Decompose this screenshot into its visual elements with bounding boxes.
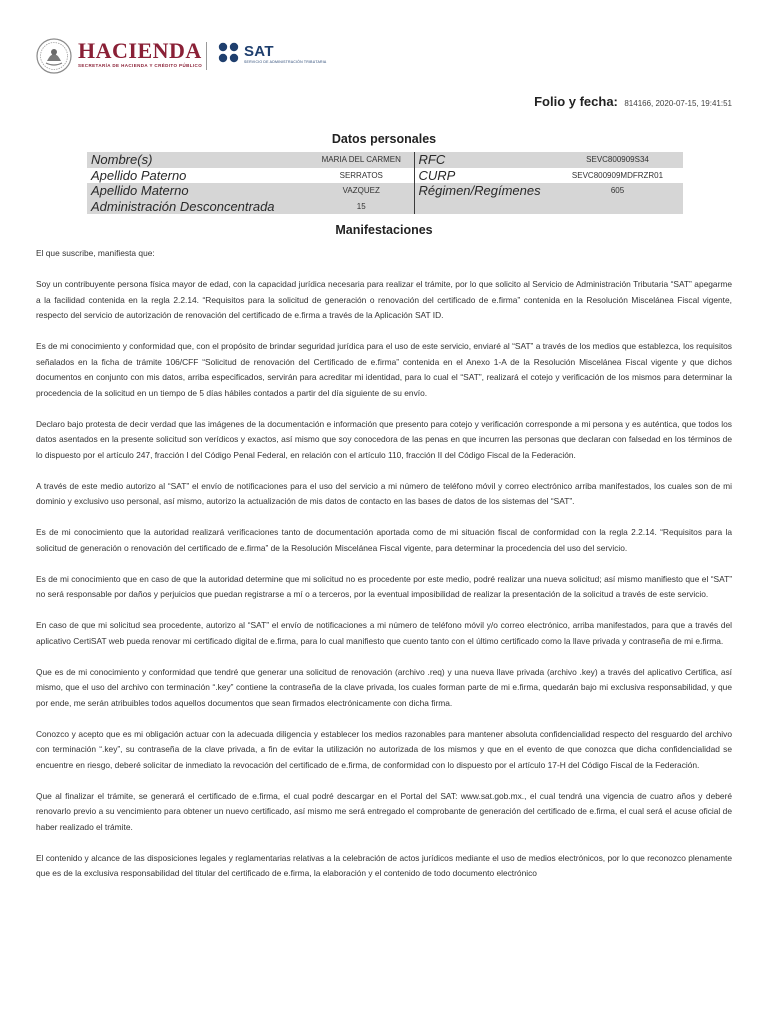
folio-value: 814166, 2020-07-15, 19:41:51 (624, 99, 732, 108)
table-row (87, 152, 683, 168)
paragraph: A través de este medio autorizo al “SAT” el envío de notificaciones para el uso del servicio a mi número de teléfono móvil y correo electrónico arriba manifestados, los cuales son de mi dominio y exclusivo uso personal, así mismo, autorizo la actualización de mis datos de contacto en las bases de datos de los sistemas del “SAT”. (36, 480, 732, 506)
field-label: Apellido Materno (87, 183, 309, 199)
paragraph: Declaro bajo protesta de decir verdad que las imágenes de la documentación e información que presento para cotejo y verificación corresponde a mi persona y es auténtica, que todos los datos asentados en la presente solicitud son verídicos y exactos, así mismo que soy conocedora de las penas en que incurren las personas que declaran con falsedad en los términos de lo dispuesto por el artículo 247, fracción I del Código Penal Federal, en relación con el artículo 110, fracción II del Código Fiscal de la Federación. (36, 418, 732, 460)
folio-fecha (534, 93, 732, 111)
field-label: CURP (414, 168, 552, 184)
personal-data-table (87, 152, 683, 214)
manifestaciones-title: Manifestaciones (335, 223, 433, 237)
field-value: MARIA DEL CARMEN (309, 152, 414, 168)
field-label: Administración Desconcentrada (87, 199, 309, 215)
field-label: RFC (414, 152, 552, 168)
sat-logo-icon (217, 41, 241, 65)
mexican-coat-of-arms-icon (36, 38, 72, 74)
hacienda-subtitle: SECRETARÍA DE HACIENDA Y CRÉDITO PÚBLICO (78, 63, 203, 68)
paragraph: Es de mi conocimiento que la autoridad realizará verificaciones tanto de documentación aportada como de mi situación fiscal de conformidad con la regla 2.2.14. “Requisitos para la solicitud de generación o renovación del certificado de e.firma” de la Resolución Miscelánea Fiscal vigente, para determinar la procedencia del uso del servicio. (36, 527, 732, 553)
paragraph: Conozco y acepto que es mi obligación actuar con la adecuada diligencia y establecer los medios razonables para mantener absoluta confidencialidad respecto del resguardo del archivo con terminación “.key”, su contraseña de la clave privada, a fin de evitar la utilización no autorizada de los mismos y que en el evento de que conozca que dicha confidencialidad se encuentre en riesgo, deberé solicitar de inmediato la revocación del certificado de e.firma, de conformidad con lo dispuesto por el artículo 17-H del Código Fiscal de la Federación. (36, 728, 732, 770)
field-label: Apellido Paterno (87, 168, 309, 184)
sat-subtitle: SERVICIO DE ADMINISTRACIÓN TRIBUTARIA (244, 60, 327, 64)
field-value: 15 (309, 199, 414, 215)
paragraph: Soy un contribuyente persona física mayor de edad, con la capacidad jurídica necesaria para realizar el trámite, por lo que solicito al Servicio de Administración Tributaria “SAT” apegarme a la facilidad contenida en la regla 2.2.14. “Requisitos para la solicitud de generación o renovación del certificado de e.firma” contenida en la Resolución Miscelánea Fiscal vigente, respecto del servicio de autorización de renovación del certificado de e.firma a través de la Aplicación SAT ID. (36, 279, 732, 320)
table-row (87, 183, 683, 199)
table-row (87, 199, 683, 215)
document-header (36, 36, 736, 76)
paragraph: El que suscribe, manifiesta que: (36, 248, 155, 258)
datos-personales-title: Datos personales (331, 132, 437, 146)
field-label (414, 199, 552, 215)
paragraph: Es de mi conocimiento que en caso de que la autoridad determine que mi solicitud no es procedente por este medio, podré realizar una nueva solicitud; así mismo manifiesto que el “SAT” no será responsable por daños y perjuicios que puedan registrarse a mí o a terceros, por la eventual imposibilidad de realizar la presentación de la solicitud a través de este servicio. (36, 573, 732, 599)
field-value: VAZQUEZ (309, 183, 414, 199)
field-value: 605 (552, 183, 683, 199)
logo-separator (206, 42, 207, 70)
paragraph: Que es de mi conocimiento y conformidad que tendré que generar una solicitud de renovación (archivo .req) y una nueva llave privada (archivo .key) a través del aplicativo Certifica, así mismo, que el uso del archivo con terminación “.key” contiene la contraseña de la clave privada, los cuales forman parte de mi e.firma, quedarán bajo mi exclusiva responsabilidad, y que por ende, me serán atribuibles todos aquellos documentos que sean firmados electrónicamente con dicha firma. (36, 666, 732, 708)
folio-label: Folio y fecha: (534, 94, 618, 109)
paragraph: El contenido y alcance de las disposiciones legales y reglamentarias relativas a la celebración de actos jurídicos mediante el uso de medios electrónicos, por lo que reconozco plenamente que es de la exclusiva responsabilidad del titular del certificado de e.firma, la elaboración y el contenido de todo documento electrónico (36, 852, 732, 878)
field-value: SEVC800909MDFRZR01 (552, 168, 683, 184)
sat-logo-text: SAT (244, 43, 274, 60)
table-row (87, 168, 683, 184)
hacienda-logo-text: HACIENDA (78, 38, 202, 63)
paragraph: En caso de que mi solicitud sea procedente, autorizo al “SAT” el envío de notificaciones a mi número de teléfono móvil y/o correo electrónico, arriba manifestados, para que a través del aplicativo CertiSAT web pueda renovar mi certificado digital de e.firma, para lo cual manifiesto que cuento tanto con el último certificado como la llave privada y contraseña de mi e.firma. (36, 620, 732, 646)
field-value: SERRATOS (309, 168, 414, 184)
manifestaciones-body (36, 246, 732, 897)
paragraph: Que al finalizar el trámite, se generará el certificado de e.firma, el cual podré descargar en el Portal del SAT: www.sat.gob.mx., el cual tendrá una vigencia de cuatro años y deberé renovarlo previo a su vencimiento para obtener un nuevo certificado, así mismo me será entregado el comprobante de generación del certificado de e.firma, el cual será el acuse oficial de haber realizado el trámite. (36, 790, 732, 832)
field-value: SEVC800909S34 (552, 152, 683, 168)
field-value (552, 199, 683, 215)
field-label: Régimen/Regímenes (414, 183, 552, 199)
field-label: Nombre(s) (87, 152, 309, 168)
paragraph: Es de mi conocimiento y conformidad que, con el propósito de brindar seguridad jurídica para el uso de este servicio, enviaré al “SAT” a través de los medios que establezca, los requisitos señalados en la ficha de trámite 106/CFF “Solicitud de renovación del Certificado de e.firma” contenida en el Anexo 1-A de la Resolución Miscelánea Fiscal vigente y que dichos documentos en conjunto con mis datos, arriba especificados, servirán para acreditar mi identidad, para lo cual el “SAT”, realizará el cotejo y verificación de los mismos para determinar la procedencia de la solicitud en un tiempo de 5 días hábiles contados a partir del día siguiente de su envío. (36, 341, 732, 398)
